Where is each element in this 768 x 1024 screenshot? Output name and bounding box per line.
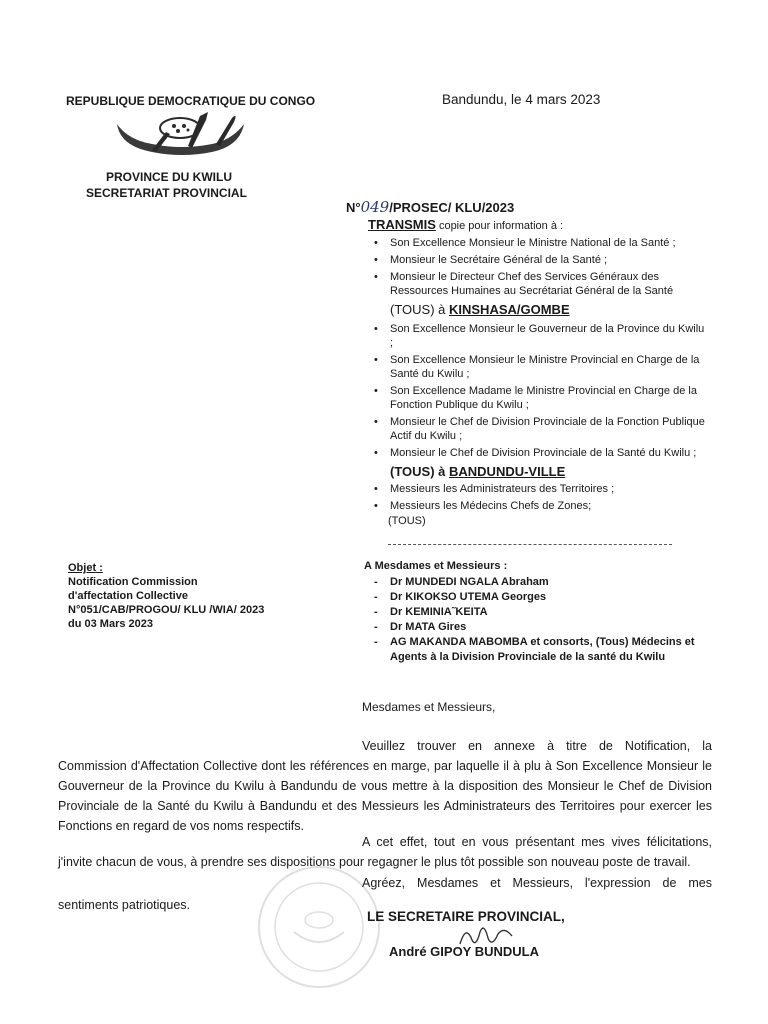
objet-line: N°051/CAB/PROGOU/ KLU /WIA/ 2023 <box>68 604 265 616</box>
signatory-name: André GIPOY BUNDULA <box>389 944 539 959</box>
recipients-heading: A Mesdames et Messieurs : <box>364 560 508 572</box>
body-paragraph-2: A cet effet, tout en vous présentant mes vives félicitations, j'invite chacun de vous, à prendre ses dispositions pour regagner le plus tôt possible son nouveau poste de travail. <box>58 835 712 869</box>
body-paragraph-1: Veuillez trouver en annexe à titre de Notification, la Commission d'Affectation Collective dont les références en marge, par laquelle il à plu à Son Excellence Monsieur le Gouverneur de la Province du Kwilu à Bandundu de vous mettre à la disposition des Monsieur le Chef de Division Provinciale de la Santé du Kwilu à Bandundu et des Messieurs les Administrateurs des Territoires pour exercer les Fonctions en regard de vos noms respectifs. <box>58 739 712 833</box>
reference-handwritten-number: 049 <box>360 198 390 216</box>
place-bandundu: BANDUNDU-VILLE <box>449 464 566 479</box>
list-item: - AG MAKANDA MABOMBA et consorts, (Tous) Médecins et Agents à la Division Provinciale de la santé du Kwilu <box>364 635 734 665</box>
list-item: - Dr KIKOKSO UTEMA Georges <box>364 590 734 605</box>
list-item: • Son Excellence Monsieur le Ministre National de la Santé ; <box>368 236 708 250</box>
republic-title: REPUBLIQUE DEMOCRATIQUE DU CONGO <box>66 94 316 108</box>
salutation: Mesdames et Messieurs, <box>362 700 496 714</box>
reference-prefix: N° <box>346 200 361 215</box>
reference-number <box>346 199 514 216</box>
list-item: • Monsieur le Chef de Division Provinciale de la Fonction Publique Actif du Kwilu ; <box>368 415 708 443</box>
cc-list-territories <box>368 482 708 513</box>
transmission-title: TRANSMIS <box>368 217 436 232</box>
tous-label: (TOUS) à <box>390 464 449 479</box>
tous-kinshasa <box>368 301 708 318</box>
tous-territories: (TOUS) <box>388 515 426 527</box>
transmission-block <box>368 217 708 528</box>
tous-bandundu <box>368 463 708 480</box>
signatory-title: LE SECRETAIRE PROVINCIAL, <box>367 909 565 924</box>
list-item: - Dr KEMINIA˜KEITA <box>364 605 734 620</box>
list-item: - Dr MATA Gires <box>364 620 734 635</box>
list-item: - Dr MUNDEDI NGALA Abraham <box>364 575 734 590</box>
objet-line: du 03 Mars 2023 <box>68 618 153 630</box>
list-item: • Messieurs les Médecins Chefs de Zones; <box>368 499 708 513</box>
objet-block <box>68 561 318 631</box>
official-stamp <box>254 862 384 992</box>
list-item: • Monsieur le Secrétaire Général de la Santé ; <box>368 253 708 267</box>
dashed-separator <box>388 544 672 545</box>
objet-line: Notification Commission <box>68 576 198 588</box>
place-date: Bandundu, le 4 mars 2023 <box>442 92 601 107</box>
reference-suffix: /PROSEC/ KLU/2023 <box>389 200 515 215</box>
transmission-intro: copie pour information à : <box>435 220 564 232</box>
list-item: • Son Excellence Monsieur le Ministre Provincial en Charge de la Santé du Kwilu ; <box>368 353 708 381</box>
coat-of-arms-emblem <box>112 112 250 162</box>
list-item: • Messieurs les Administrateurs des Territoires ; <box>368 482 708 496</box>
objet-label: Objet : <box>68 562 103 574</box>
place-kinshasa: KINSHASA/GOMBE <box>449 302 570 317</box>
recipients-list <box>364 575 734 665</box>
body-paragraph-3: Agréez, Mesdames et Messieurs, l'expression de mes sentiments patriotiques. <box>58 876 712 912</box>
list-item: • Monsieur le Chef de Division Provinciale de la Santé du Kwilu ; <box>368 446 708 460</box>
objet-line: d'affectation Collective <box>68 590 188 602</box>
cc-list-kinshasa <box>368 236 708 298</box>
province-name: PROVINCE DU KWILU <box>106 170 232 184</box>
tous-label: (TOUS) à <box>390 302 449 317</box>
list-item: • Son Excellence Madame le Ministre Provincial en Charge de la Fonction Publique du Kwilu ; <box>368 384 708 412</box>
list-item: • Son Excellence Monsieur le Gouverneur de la Province du Kwilu ; <box>368 322 708 350</box>
recipients-block <box>364 559 734 665</box>
secretariat-name: SECRETARIAT PROVINCIAL <box>86 186 247 200</box>
transmission-heading <box>368 217 708 233</box>
list-item: • Monsieur le Directeur Chef des Services Généraux des Ressources Humaines au Secrétariat Général de la Santé <box>368 270 708 298</box>
cc-list-bandundu <box>368 322 708 460</box>
